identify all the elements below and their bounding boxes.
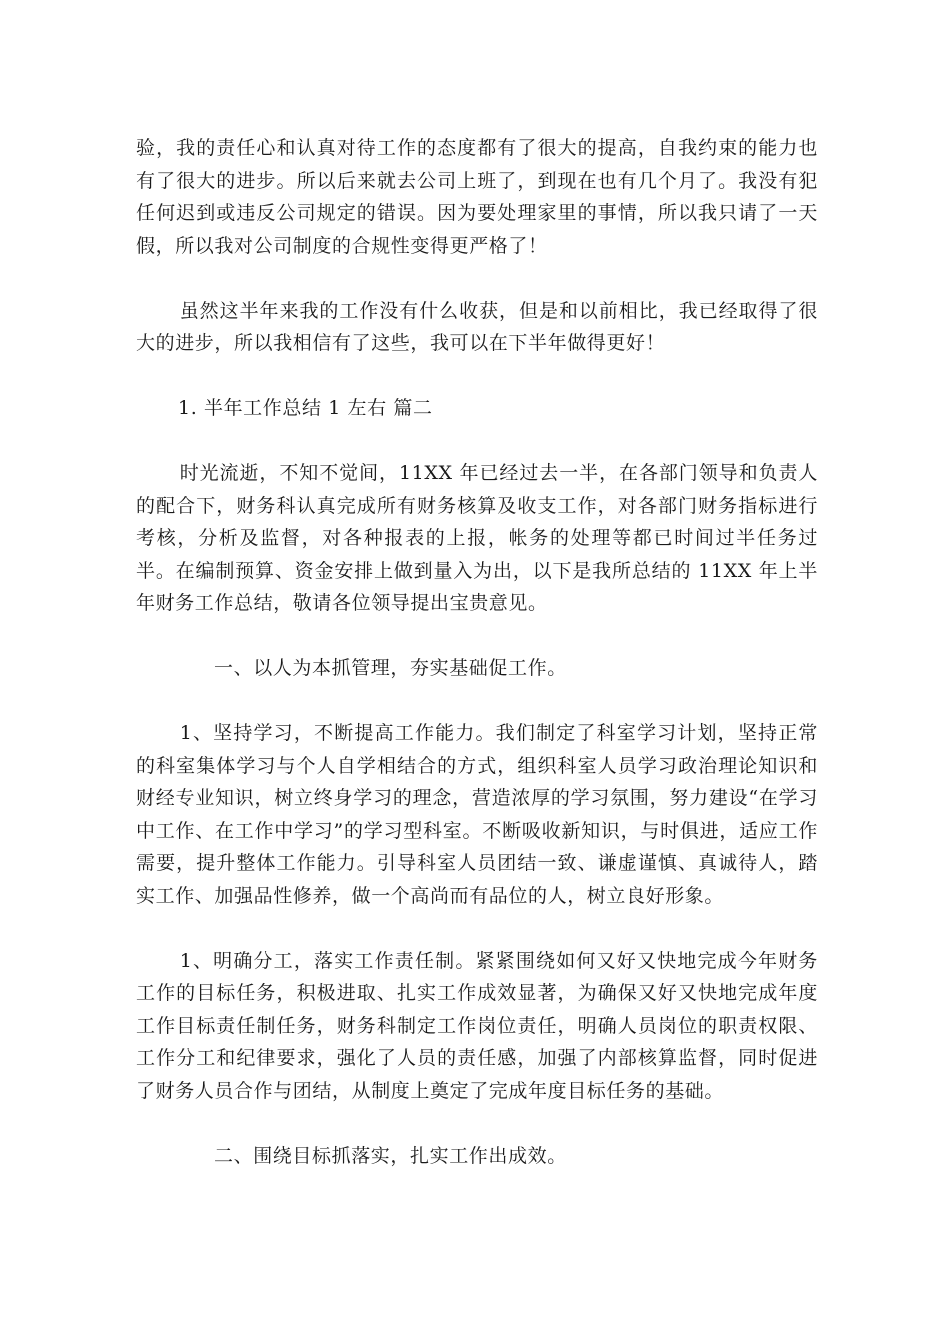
paragraph-responsibility: 1、明确分工，落实工作责任制。紧紧围绕如何又好又快地完成今年财务工作的目标任务，积极进取、扎实工作成效显著，为确保又好又快地完成年度工作目标责任制任务，财务科制定工作岗位责任，明确人员岗位的职责权限、工作分工和纪律要求，强化了人员的责任感，加强了内部核算监督，同时促进了财务人员合作与团结，从制度上奠定了完成年度目标任务的基础。 (136, 949, 818, 1102)
heading-section-one: 一、以人为本抓管理，夯实基础促工作。 (214, 657, 567, 679)
paragraph-progress-summary: 虽然这半年来我的工作没有什么收获，但是和以前相比，我已经取得了很大的进步，所以我相信有了这些，我可以在下半年做得更好！ (136, 299, 818, 354)
document-body (136, 132, 818, 1205)
section-title-part-two: 1. 半年工作总结 1 左右 篇二 (178, 397, 433, 419)
paragraph-study: 1、坚持学习，不断提高工作能力。我们制定了科室学习计划，坚持正常的科室集体学习与个人自学相结合的方式，组织科室人员学习政治理论知识和财经专业知识，树立终身学习的理念，营造浓厚的学习氛围，努力建设“在学习中工作、在工作中学习”的学习型科室。不断吸收新知识，与时俱进，适应工作需要，提升整体工作能力。引导科室人员团结一致、谦虚谨慎、真诚待人，踏实工作、加强品性修养，做一个高尚而有品位的人，树立良好形象。 (136, 722, 818, 907)
paragraph-intro: 时光流逝，不知不觉间，11XX 年已经过去一半，在各部门领导和负责人的配合下，财务科认真完成所有财务核算及收支工作，对各部门财务指标进行考核，分析及监督，对各种报表的上报，帐务的处理等都已时间过半任务过半。在编制预算、资金安排上做到量入为出，以下是我所总结的 11XX 年上半年财务工作总结，敬请各位领导提出宝贵意见。 (136, 462, 818, 614)
paragraph-continuation: 验，我的责任心和认真对待工作的态度都有了很大的提高，自我约束的能力也有了很大的进步。所以后来就去公司上班了，到现在也有几个月了。我没有犯任何迟到或违反公司规定的错误。因为要处理家里的事情，所以我只请了一天假，所以我对公司制度的合规性变得更严格了！ (136, 137, 818, 257)
heading-section-two: 二、围绕目标抓落实，扎实工作出成效。 (214, 1144, 567, 1167)
